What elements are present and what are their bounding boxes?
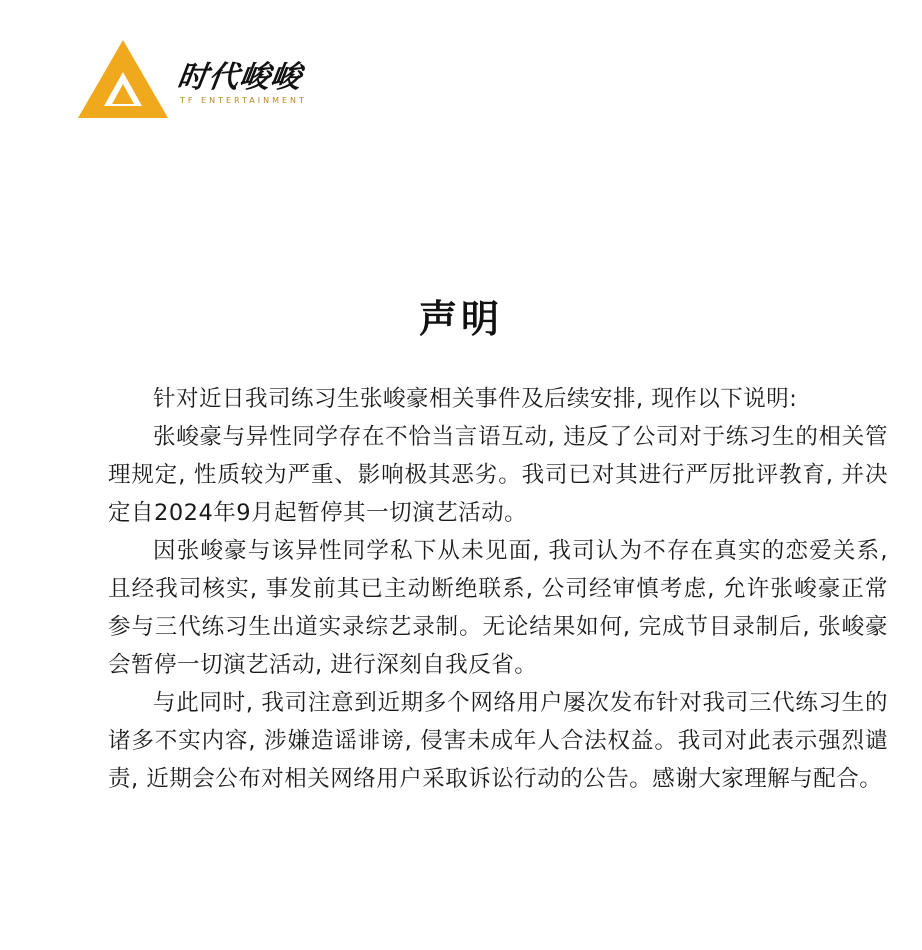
paragraph-intro: 针对近日我司练习生张峻豪相关事件及后续安排, 现作以下说明: (153, 386, 798, 412)
company-logo-icon (78, 40, 168, 118)
company-logo-subtext: TF ENTERTAINMENT (180, 96, 307, 105)
paragraph-show-participation: 因张峻豪与该异性同学私下从未见面, 我司认为不存在真实的恋爱关系, 且经我司核实, 事发前其已主动断绝联系, 公司经审慎考虑, 允许张峻豪正常参与三代练习生出道实录综艺录制。无论结果如何, 完成节目录制后, 张峻豪会暂停一切演艺活动, 进行深刻自我反省。 (108, 538, 888, 678)
document-body (108, 380, 888, 798)
document-title: 声明 (418, 297, 503, 341)
paragraph-suspension: 张峻豪与异性同学存在不恰当言语互动, 违反了公司对于练习生的相关管理规定, 性质较为严重、影响极其恶劣。我司已对其进行严厉批评教育, 并决定自2024年9月起暂停其一切演艺活动。 (108, 424, 888, 526)
paragraph-legal-action: 与此同时, 我司注意到近期多个网络用户屡次发布针对我司三代练习生的诸多不实内容, 涉嫌造谣诽谤, 侵害未成年人合法权益。我司对此表示强烈谴责, 近期会公布对相关网络用户采取诉讼行动的公告。感谢大家理解与配合。 (108, 690, 888, 792)
company-logo-text: 时代峻峻 (175, 60, 304, 95)
